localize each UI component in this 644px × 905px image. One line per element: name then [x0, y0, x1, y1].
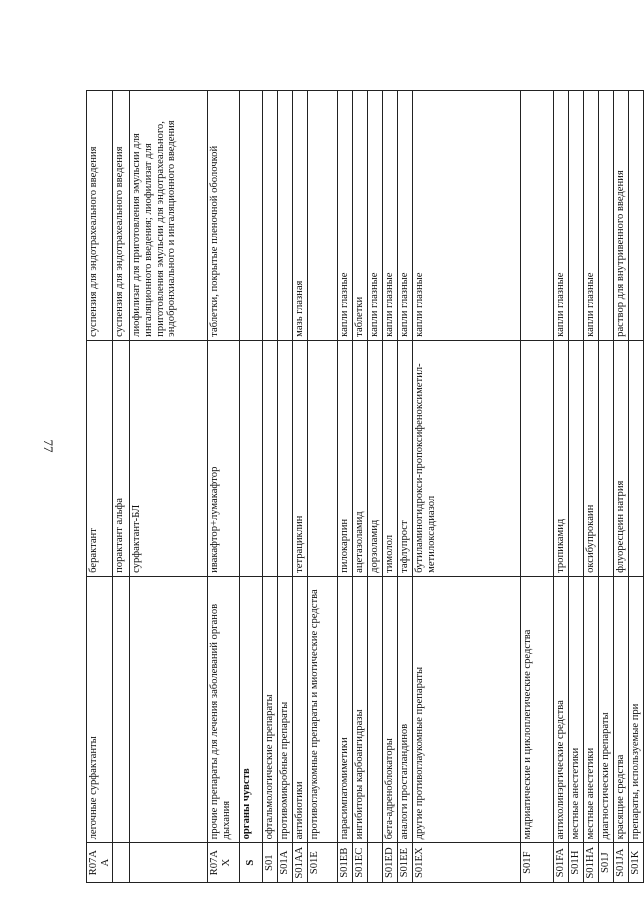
group-name-cell [130, 576, 208, 843]
dosage-form-cell: капли глазные [554, 91, 569, 341]
table-row [87, 91, 113, 883]
drug-name-cell [629, 340, 644, 576]
atc-code-cell: S01J [599, 843, 614, 883]
group-name-cell: другие противоглаукомные препараты [413, 576, 521, 843]
drug-name-cell: тимолол [383, 340, 398, 576]
group-name-cell: прочие препараты для лечения заболеваний органов дыхания [208, 576, 240, 843]
table-row [278, 91, 293, 883]
atc-code-cell: R07AX [208, 843, 240, 883]
atc-code-cell: R07AA [87, 843, 113, 883]
dosage-form-cell [278, 91, 293, 341]
drug-name-cell: порактант альфа [113, 340, 130, 576]
table-row [263, 91, 278, 883]
group-name-cell: парасимпатомиметики [338, 576, 353, 843]
group-name-cell: органы чувств [240, 576, 263, 843]
table-row [353, 91, 368, 883]
atc-code-cell: S01A [278, 843, 293, 883]
dosage-form-cell: капли глазные [398, 91, 413, 341]
group-name-cell: мидриатические и циклоплегические средства [521, 576, 554, 843]
drug-classification-table [86, 90, 644, 883]
group-name-cell: диагностические препараты [599, 576, 614, 843]
table-row [569, 91, 584, 883]
drug-name-cell: тафлупрост [398, 340, 413, 576]
atc-code-cell: S01 [263, 843, 278, 883]
table-row [208, 91, 240, 883]
atc-code-cell: S01AA [293, 843, 308, 883]
table-row [599, 91, 614, 883]
group-name-cell: легочные сурфактанты [87, 576, 113, 843]
drug-name-cell: оксибупрокаин [584, 340, 599, 576]
dosage-form-cell [263, 91, 278, 341]
table-viewport [86, 90, 642, 883]
table-row [554, 91, 569, 883]
dosage-form-cell [599, 91, 614, 341]
drug-name-cell: дорзоламид [368, 340, 383, 576]
drug-name-cell: флуоресцеин натрия [614, 340, 629, 576]
atc-code-cell: S01FA [554, 843, 569, 883]
group-name-cell: аналоги простагландинов [398, 576, 413, 843]
drug-name-cell: сурфактант-БЛ [130, 340, 208, 576]
dosage-form-cell: таблетки, покрытые пленочной оболочкой [208, 91, 240, 341]
table-row-section [240, 91, 263, 883]
dosage-form-cell: лиофилизат для приготовления эмульсии для ингаляционного введения; лиофилизат для приготовления эмульсии для эндотрахеального, эндобронхиального и ингаляционного введения [130, 91, 208, 341]
atc-code-cell: S01H [569, 843, 584, 883]
table-row [368, 91, 383, 883]
dosage-form-cell: суспензия для эндотрахеального введения [113, 91, 130, 341]
dosage-form-cell [569, 91, 584, 341]
dosage-form-cell: капли глазные [584, 91, 599, 341]
atc-code-cell: S01EE [398, 843, 413, 883]
table-row [113, 91, 130, 883]
table-row [308, 91, 338, 883]
group-name-cell: бета-адреноблокаторы [383, 576, 398, 843]
drug-name-cell: пилокарпин [338, 340, 353, 576]
atc-code-cell: S01EC [353, 843, 368, 883]
dosage-form-cell: капли глазные [413, 91, 521, 341]
dosage-form-cell [629, 91, 644, 341]
table-row [130, 91, 208, 883]
dosage-form-cell [308, 91, 338, 341]
drug-name-cell: бутиламиногидрокси-пропоксифеноксиметил-метилоксадиазол [413, 340, 521, 576]
dosage-form-cell: капли глазные [383, 91, 398, 341]
table-row [383, 91, 398, 883]
group-name-cell: ингибиторы карбоангидразы [353, 576, 368, 843]
group-name-cell: местные анестетики [569, 576, 584, 843]
atc-code-cell: S01JA [614, 843, 629, 883]
group-name-cell: красящие средства [614, 576, 629, 843]
drug-name-cell [240, 340, 263, 576]
dosage-form-cell: раствор для внутривенного введения [614, 91, 629, 341]
atc-code-cell [368, 843, 383, 883]
group-name-cell: противомикробные препараты [278, 576, 293, 843]
drug-name-cell [263, 340, 278, 576]
dosage-form-cell [521, 91, 554, 341]
drug-name-cell: тетрациклин [293, 340, 308, 576]
group-name-cell [368, 576, 383, 843]
drug-name-cell [599, 340, 614, 576]
atc-code-cell: S01HA [584, 843, 599, 883]
drug-name-cell: тропикамид [554, 340, 569, 576]
table-row [629, 91, 644, 883]
table-row [398, 91, 413, 883]
drug-name-cell [569, 340, 584, 576]
group-name-cell: антибиотики [293, 576, 308, 843]
dosage-form-cell: капли глазные [368, 91, 383, 341]
group-name-cell: препараты, используемые при [629, 576, 644, 843]
atc-code-cell: S01E [308, 843, 338, 883]
dosage-form-cell: мазь глазная [293, 91, 308, 341]
atc-code-cell [130, 843, 208, 883]
table-row [338, 91, 353, 883]
atc-code-cell: S01ED [383, 843, 398, 883]
drug-name-cell [308, 340, 338, 576]
dosage-form-cell [240, 91, 263, 341]
table-row [521, 91, 554, 883]
dosage-form-cell: капли глазные [338, 91, 353, 341]
table-row [413, 91, 521, 883]
dosage-form-cell: суспензия для эндотрахеального введения [87, 91, 113, 341]
group-name-cell [113, 576, 130, 843]
atc-code-cell: S01K [629, 843, 644, 883]
dosage-form-cell: таблетки [353, 91, 368, 341]
drug-name-cell [278, 340, 293, 576]
atc-code-cell: S [240, 843, 263, 883]
table-row [614, 91, 629, 883]
group-name-cell: местные анестетики [584, 576, 599, 843]
atc-code-cell: S01EB [338, 843, 353, 883]
atc-code-cell: S01F [521, 843, 554, 883]
atc-code-cell [113, 843, 130, 883]
group-name-cell: антихолинэргические средства [554, 576, 569, 843]
atc-code-cell: S01EX [413, 843, 521, 883]
drug-name-cell: ивакафтор+лумакафтор [208, 340, 240, 576]
drug-name-cell: берактант [87, 340, 113, 576]
page-number: 77 [41, 439, 56, 453]
table-row [293, 91, 308, 883]
table-row [584, 91, 599, 883]
group-name-cell: офтальмологические препараты [263, 576, 278, 843]
group-name-cell: противоглаукомные препараты и миотические средства [308, 576, 338, 843]
drug-name-cell [521, 340, 554, 576]
drug-name-cell: ацетазоламид [353, 340, 368, 576]
